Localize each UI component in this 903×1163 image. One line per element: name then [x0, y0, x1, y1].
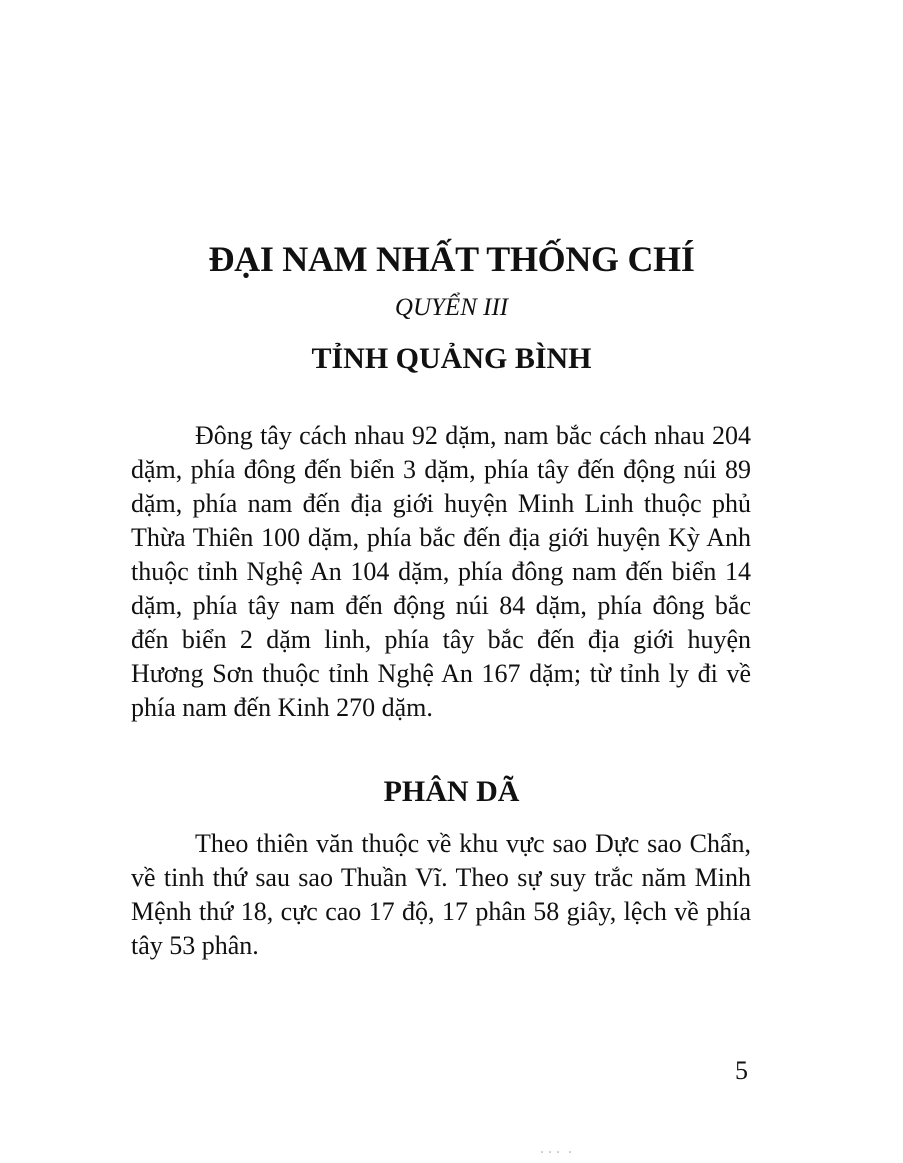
book-title: ĐẠI NAM NHẤT THỐNG CHÍ: [208, 239, 695, 279]
section-heading: PHÂN DÃ: [383, 775, 520, 808]
astronomy-paragraph: Theo thiên văn thuộc về khu vực sao Dực sao Chẩn, về tinh thứ sau sao Thuần Vĩ. Theo sự suy trắc năm Minh Mệnh thứ 18, cực cao 17 độ, 17 phân 58 giây, lệch về phía tây 53 phân.: [131, 829, 751, 960]
scan-specks: [540, 1150, 580, 1154]
volume-label: QUYỂN III: [394, 294, 509, 321]
page-number: 5: [735, 1056, 748, 1085]
province-heading: TỈNH QUẢNG BÌNH: [311, 342, 592, 375]
boundaries-paragraph: Đông tây cách nhau 92 dặm, nam bắc cách nhau 204 dặm, phía đông đến biển 3 dặm, phía tây đến động núi 89 dặm, phía nam đến địa giới huyện Minh Linh thuộc phủ Thừa Thiên 100 dặm, phía bắc đến địa giới huyện Kỳ Anh thuộc tỉnh Nghệ An 104 dặm, phía đông nam đến biển 14 dặm, phía tây nam đến động núi 84 dặm, phía đông bắc đến biển 2 dặm linh, phía tây bắc đến địa giới huyện Hương Sơn thuộc tỉnh Nghệ An 167 dặm; từ tỉnh ly đi về phía nam đến Kinh 270 dặm.: [131, 421, 751, 722]
